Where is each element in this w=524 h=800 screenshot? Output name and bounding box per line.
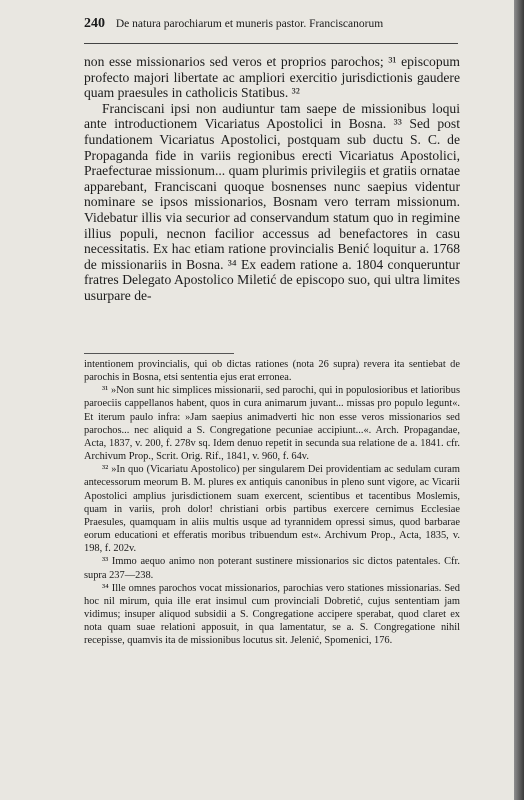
footnotes bbox=[84, 358, 460, 647]
footnote: ³⁴ Ille omnes parochos vocat missionarios, parochias vero stationes missionarias. Sed hoc nil mirum, quia ille erat insimul cum provinciali Dobretić, cujus sententiam jam vidimus; insuper aliquod subsidii a S. Congregatione accipere sperabat, quod claret ex nota quam suae relationi apposuit, in qua lamentatur, se a. S. Congregatione nihil recepisse, quamvis ita de missionibus locutus sit. Jelenić, Spomenici, 176. bbox=[84, 582, 460, 647]
page-number: 240 bbox=[84, 16, 105, 31]
footnote: ³² »In quo (Vicariatu Apostolico) per singularem Dei providentiam ac sedulam curam antecessorum meorum B. M. plures ex antiquis canonibus in pleno sunt vigore, ac Vicarii Apostolici amplius jurisdictionem suam exercent, scientibus et tacentibus Moslemis, quam in variis, proh dolor! christiani orbis partibus exercere cernimus Ecclesiae Praesules, quamquam in aliis multis usque ad tyrannidem opressi simus, quod barbarae eorum educationi et efferatis moribus tribuendum est«. Archivum Prop., Acta, 1835, v. 198, f. 202v. bbox=[84, 464, 460, 555]
footnote: ³³ Immo aequo animo non poterant sustinere missionarios sic dictos patentales. Cfr. supra 237—238. bbox=[84, 556, 460, 581]
footnote: intentionem provincialis, qui ob dictas rationes (nota 26 supra) revera ita sentiebat de parochis in Bosna, etsi sententia ejus erat erronea. bbox=[84, 359, 460, 384]
footnote-rule bbox=[84, 353, 234, 354]
footnote: ³¹ »Non sunt hic simplices missionarii, sed parochi, qui in populosioribus et latioribus paroeciis cappellanos habent, quos in cura animarum juvant... missas pro populo legunt«. Et iterum paulo infra: »Jam saepius animadverti hic non esse veros missionarios sed parochos... nec aliquid a S. Congregatione pecuniae accipiunt...«. Arch. Propagandae, Acta, 1837, v. 200, f. 278v sq. Idem denuo repetit in secunda sua relatione de a. 1841. cfr. Archivum Prop., Scrit. Orig. Rif., 1841, v. 960, f. 64v. bbox=[84, 385, 460, 463]
running-header bbox=[84, 16, 458, 32]
running-title: De natura parochiarum et muneris pastor. Franciscanorum bbox=[115, 18, 384, 30]
paragraph: non esse missionarios sed veros et proprios parochos; ³¹ episcopum profecto majori libertate ac ampliori exercitio jurisdictionis gaudere quam praesules in catholicis Statibus. ³² bbox=[84, 54, 460, 101]
main-text bbox=[84, 54, 460, 304]
paragraph: Franciscani ipsi non audiuntur tam saepe de missionibus loqui ante introductionem Vicariatus Apostolici in Bosna. ³³ Sed post fundationem Vicariatus Apostolici, postquam sub ductu S. C. de Propaganda fide in variis regionibus erecti Vicariatus Apostolici, Praefecturae missionum... quam plurimis privilegiis et gratiis ornatae apparebant, Franciscani quoque bosnenses nunc saepius videntur nominare se ipsos missionarios, Bosnam vero terram missionum. Videbatur illis via securior ad conservandum statum quo in regimine illius populi, necnon facilior accessus ad benefactores in casu necessitatis. Ex hac etiam ratione provincialis Benić loquitur a. 1768 de missionariis in Bosna. ³⁴ Ex eadem ratione a. 1804 conqueruntur fratres Delegato Apostolico Miletić de episcopo suo, qui ultra limites usurpare de- bbox=[84, 100, 460, 303]
page-edge bbox=[514, 0, 524, 800]
header-rule bbox=[84, 43, 458, 44]
